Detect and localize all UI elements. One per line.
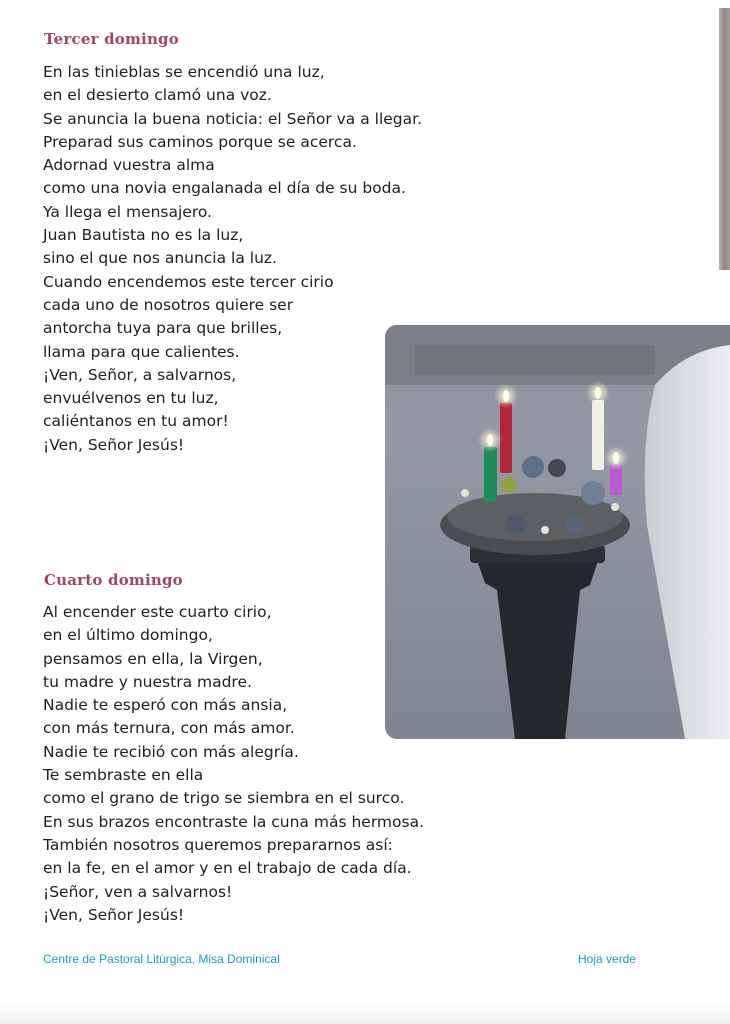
verse-line: Cuando encendemos este tercer cirio: [43, 272, 334, 291]
verse-line: cada uno de nosotros quiere ser: [43, 295, 294, 314]
verse-line: con más ternura, con más amor.: [43, 719, 295, 738]
verse-line: envuélvenos en tu luz,: [43, 389, 219, 408]
verse-line: en la fe, en el amor y en el trabajo de cada día.: [43, 859, 412, 878]
verse-line: en el desierto clamó una voz.: [43, 86, 272, 105]
verse-tercer-domingo: [43, 61, 422, 457]
verse-line: Al encender este cuarto cirio,: [43, 603, 272, 621]
adjacent-page-edge: [719, 8, 730, 270]
heading-tercer-domingo: Tercer domingo: [44, 30, 179, 48]
verse-line: Te sembraste en ella: [43, 766, 204, 785]
verse-line: En las tinieblas se encendió una luz,: [43, 63, 325, 81]
verse-line: En sus brazos encontraste la cuna más hermosa.: [43, 812, 424, 831]
verse-line: ¡Ven, Señor, a salvarnos,: [43, 365, 237, 384]
verse-line: Se anuncia la buena noticia: el Señor va a llegar.: [43, 109, 423, 128]
verse-line: Ya llega el mensajero.: [43, 202, 212, 221]
verse-line: como una novia engalanada el día de su boda.: [43, 179, 406, 198]
verse-line: en el último domingo,: [43, 626, 213, 645]
verse-line: Preparad sus caminos porque se acerca.: [43, 132, 357, 151]
verse-line: Nadie te recibió con más alegría.: [43, 742, 299, 761]
verse-line: ¡Ven, Señor Jesús!: [43, 905, 185, 924]
verse-cuarto-domingo: [43, 601, 424, 927]
verse-line: llama para que calientes.: [43, 342, 240, 361]
verse-line: ¡Ven, Señor Jesús!: [43, 435, 185, 454]
verse-line: tu madre y nuestra madre.: [43, 672, 252, 691]
verse-line: ¡Señor, ven a salvarnos!: [43, 882, 233, 901]
footer-source: Centre de Pastoral Litúrgica, Misa Dominical: [43, 952, 280, 966]
verse-line: pensamos en ella, la Virgen,: [43, 649, 263, 668]
verse-line: También nosotros queremos prepararnos así:: [43, 835, 393, 854]
verse-line: Nadie te esperó con más ansia,: [43, 696, 288, 715]
verse-line: caliéntanos en tu amor!: [43, 412, 229, 431]
verse-line: Juan Bautista no es la luz,: [43, 226, 244, 245]
advent-wreath-photo: [385, 325, 730, 739]
verse-line: como el grano de trigo se siembra en el surco.: [43, 789, 405, 808]
heading-cuarto-domingo: Cuarto domingo: [44, 571, 183, 589]
verse-line: Adornad vuestra alma: [43, 156, 215, 175]
verse-line: antorcha tuya para que brilles,: [43, 319, 283, 338]
footer-sheet-label: Hoja verde: [578, 952, 637, 966]
verse-line: sino el que nos anuncia la luz.: [43, 249, 277, 268]
page-bottom-edge: [0, 1000, 730, 1024]
